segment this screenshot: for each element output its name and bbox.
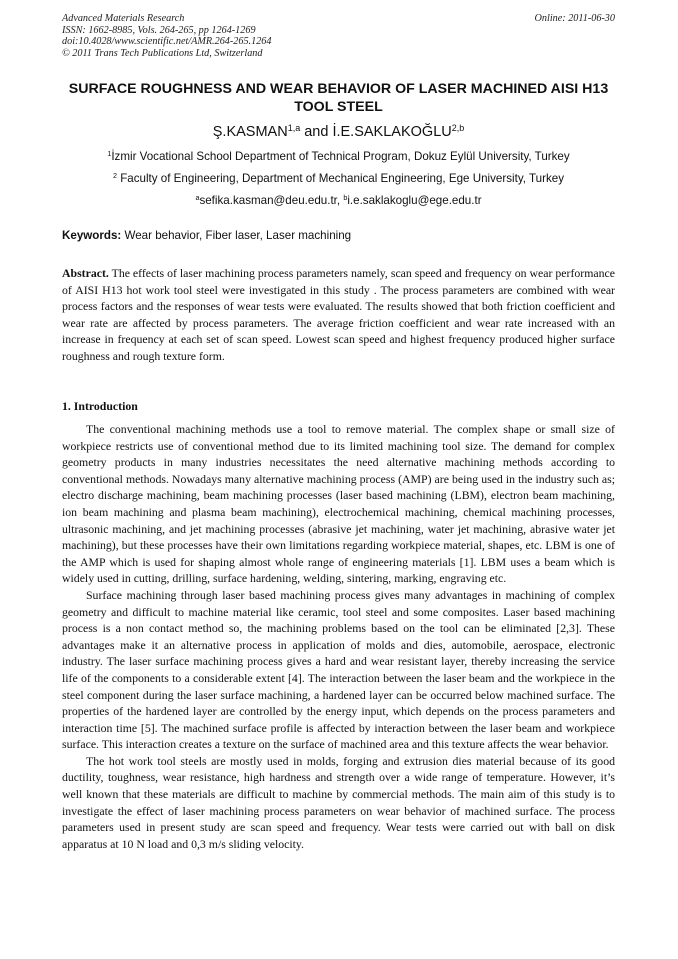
issn-line: ISSN: 1662-8985, Vols. 264-265, pp 1264-1269 [62, 24, 256, 36]
keywords-label: Keywords: [62, 229, 122, 242]
author-conjunction: and [300, 124, 333, 140]
keywords [62, 229, 615, 243]
affiliation-1 [62, 150, 615, 164]
paragraph: The conventional machining methods use a tool to remove material. The complex shape or small size of workpiece restricts use of conventional method due to its limited machining tool size. The demand for complex geometry products in many industries necessitates the need alternative machining methods according to conventional methods. Nowadays many alternative machining process (AMP) are being used in the industry such as; electro discharge machining, beam machining processes (laser based machining (LBM), electron beam machining, ion beam machining and plasma beam machining), electrochemical machining, chemical machining processes, ultrasonic machining, and jet machining processes (abrasive jet machining, water jet machining, abrasive water jet machining), but these processes have their own limitations regarding workpiece material, shapes, etc. LBM is one of the AMP which is used for shaping almost whole range of engineering materials [1]. LBM uses a beam which is widely used in cutting, drilling, surface hardening, welding, sintering, marking, engraving etc. [62, 422, 615, 586]
email-a-superscript: a [195, 193, 200, 203]
keywords-text: Wear behavior, Fiber laser, Laser machining [121, 229, 352, 242]
journal-header [62, 13, 615, 59]
publication-info [62, 13, 615, 59]
copyright-line: © 2011 Trans Tech Publications Ltd, Switzerland [62, 47, 263, 59]
paragraph: The hot work tool steels are mostly used in molds, forging and extrusion dies material because of its good ductility, toughness, wear resistance, high hardness and strength over a wide range of temperature. However, it’s well known that these materials are difficult to machine by commercial methods. The main aim of this study is to investigate the effect of laser machining process parameters on wear behavior of machined surface. The process parameters used in present study are scan speed and frequency. Wear tests were carried out with ball on disk apparatus at 10 N load and 0,3 m/s sliding velocity. [62, 753, 615, 851]
abstract [62, 265, 615, 365]
journal-name: Advanced Materials Research [62, 13, 185, 24]
abstract-text: The effects of laser machining process parameters namely, scan speed and frequency on wear performance of AISI H13 hot work tool steel were investigated in this study . The process parameters are combined with wear process factors and the responses of wear tests were evaluated. The results showed that both friction coefficient and wear rate are affected by process parameters. The average friction coefficient and wear rate increased with an increase in frequency at each set of scan speed. Lowest scan speed and highest frequency produced higher surface roughness and rough texture form. [62, 266, 615, 363]
paper-title: SURFACE ROUGHNESS AND WEAR BEHAVIOR OF LASER MACHINED AISI H13 TOOL STEEL [68, 81, 609, 115]
affiliation-2 [62, 172, 615, 186]
email-b: i.e.saklakoglu@ege.edu.tr [347, 194, 482, 207]
author-line [62, 123, 615, 141]
affiliation-1-text: İzmir Vocational School Department of Technical Program, Dokuz Eylül University, Turkey [111, 150, 570, 163]
author-2-superscript: 2,b [451, 123, 465, 134]
affiliation-2-text: Faculty of Engineering, Department of Mechanical Engineering, Ege University, Turkey [116, 172, 564, 185]
paragraph: Surface machining through laser based machining process gives many advantages in machining of complex geometry and difficult to machine material like ceramic, tool steel and some composites. Laser based machining process is a non contact method so, the machining problems based on the tool can be eliminated [2,3]. These advantages make it an alternative process in application of molds and dies, automobile, aerospace, electronic industry. The laser surface machining process gives a hard and wear resistant layer, thereby increasing the service life of the components to a considerable extent [4]. The interaction between the laser beam and the workpiece in the steel component during the laser surface machining, a hardened layer can be occurred below machined surface. The properties of the hardened layer are controlled by the energy input, which depends on the process parameters and interaction time [5]. The machined surface profile is affected by interaction between the laser beam and workpiece surface. This interaction creates a texture on the surface of machined area and this texture affects the wear behavior. [62, 587, 615, 752]
email-a: sefika.kasman@deu.edu.tr, [199, 194, 344, 207]
online-date: Online: 2011-06-30 [534, 13, 615, 24]
email-line [62, 194, 615, 208]
author-2: İ.E.SAKLAKOĞLU [332, 124, 452, 140]
author-1-superscript: 1,a [287, 123, 301, 134]
doi-line: doi:10.4028/www.scientific.net/AMR.264-265.1264 [62, 36, 272, 48]
author-1: Ş.KASMAN [212, 124, 288, 140]
abstract-label: Abstract. [62, 266, 109, 280]
introduction-body [62, 421, 615, 852]
email-b-superscript: b [343, 193, 348, 203]
affiliation-1-superscript: 1 [107, 149, 112, 159]
section-heading-introduction: 1. Introduction [62, 399, 138, 413]
affiliation-2-superscript: 2 [112, 171, 117, 181]
